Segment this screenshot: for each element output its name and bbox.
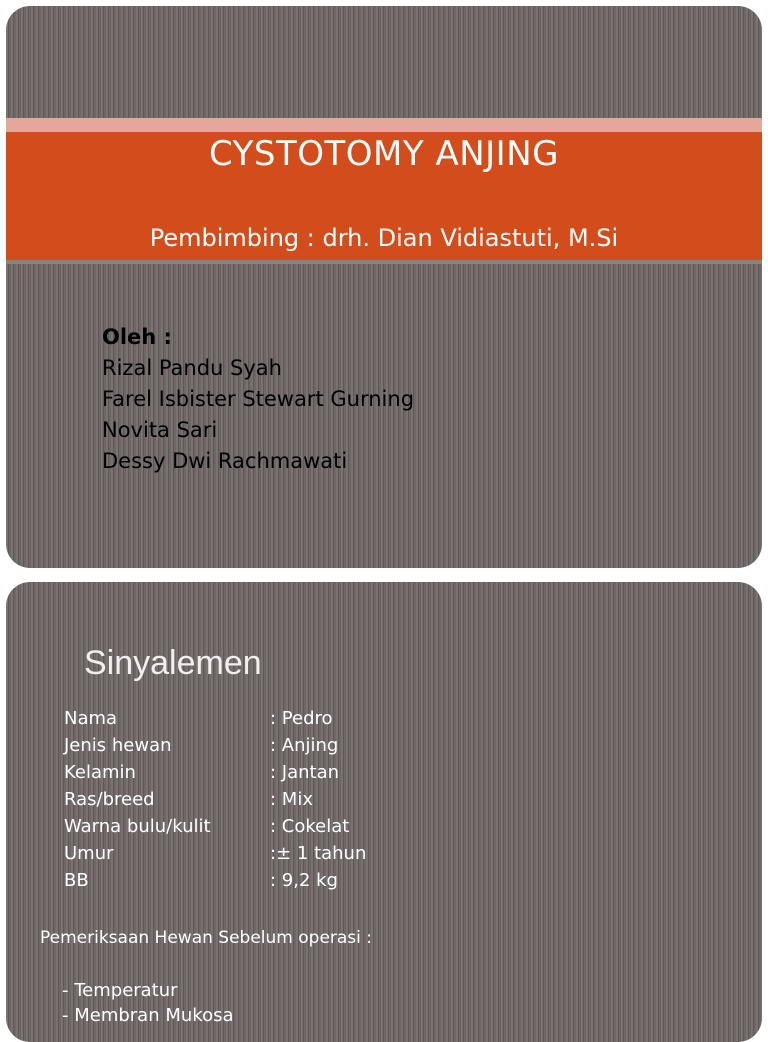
signalment-table — [64, 708, 366, 897]
signalment-key: Kelamin — [64, 762, 136, 783]
section-heading: Sinyalemen — [84, 644, 262, 682]
list-item: - Membran Mukosa — [62, 1005, 234, 1026]
signalment-value: : Cokelat — [270, 816, 350, 837]
author-name: Rizal Pandu Syah — [102, 356, 282, 380]
table-row — [64, 708, 366, 735]
table-row — [64, 762, 366, 789]
signalment-value: : Mix — [270, 789, 313, 810]
signalment-value: : Anjing — [270, 735, 339, 756]
table-row — [64, 789, 366, 816]
list-item: - Temperatur — [62, 980, 178, 1001]
signalment-value: : Pedro — [270, 708, 333, 729]
signalment-slide — [6, 582, 762, 1042]
table-row — [64, 816, 366, 843]
slide-title: CYSTOTOMY ANJING — [209, 134, 559, 174]
exam-title: Pemeriksaan Hewan Sebelum operasi : — [40, 928, 373, 948]
author-name: Novita Sari — [102, 418, 218, 442]
table-row — [64, 870, 366, 897]
title-band-divider — [6, 260, 762, 264]
authors-block — [102, 322, 414, 477]
signalment-key: Umur — [64, 843, 114, 864]
signalment-key: Ras/breed — [64, 789, 155, 810]
signalment-key: Nama — [64, 708, 118, 729]
signalment-value: : Jantan — [270, 762, 340, 783]
author-name: Farel Isbister Stewart Gurning — [102, 387, 415, 411]
authors-label: Oleh : — [102, 325, 172, 349]
table-row — [64, 735, 366, 762]
signalment-value: :± 1 tahun — [270, 843, 367, 864]
table-row — [64, 843, 366, 870]
signalment-key: Warna bulu/kulit — [64, 816, 211, 837]
slide-subtitle: Pembimbing : drh. Dian Vidiastuti, M.Si — [149, 224, 619, 252]
title-slide — [6, 6, 762, 568]
exam-list — [62, 978, 233, 1028]
signalment-key: Jenis hewan — [64, 735, 172, 756]
author-name: Dessy Dwi Rachmawati — [102, 449, 348, 473]
signalment-key: BB — [64, 870, 89, 891]
signalment-value: : 9,2 kg — [270, 870, 338, 891]
title-band-accent — [6, 118, 762, 132]
